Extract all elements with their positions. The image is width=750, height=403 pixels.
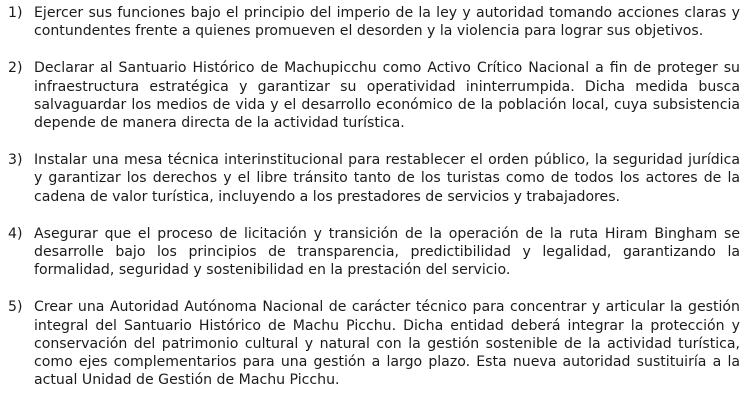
- item-number: 5): [8, 299, 23, 316]
- list-item: [8, 4, 740, 40]
- list-item: [8, 59, 740, 132]
- item-number: 3): [8, 152, 23, 169]
- item-number: 4): [8, 225, 23, 242]
- list-item: [8, 298, 740, 389]
- item-text: Instalar una mesa técnica interinstitucional para restablecer el orden público, la seguridad jurídica y garantizar los derechos y el libre tránsito tanto de los turistas como de todos los actores de la cadena de valor turística, incluyendo a los prestadores de servicios y trabajadores.: [34, 152, 740, 205]
- item-text: Asegurar que el proceso de licitación y transición de la operación de la ruta Hiram Bingham se desarrolle bajo los principios de transparencia, predictibilidad y legalidad, garantizando la formalidad, seguridad y sostenibilidad en la prestación del servicio.: [34, 225, 740, 279]
- item-text: Crear una Autoridad Autónoma Nacional de carácter técnico para concentrar y articular la gestión integral del Santuario Histórico de Machu Picchu. Dicha entidad deberá integrar la protección y conservación del patrimonio cultural y natural con la gestión sostenible de la actividad turística, como ejes complementarios para una gestión a largo plazo. Esta nueva autoridad sustituiría a la actual Unidad de Gestión de Machu Picchu.: [34, 299, 740, 389]
- list-item: [8, 151, 740, 206]
- item-text: Declarar al Santuario Histórico de Machupicchu como Activo Crítico Nacional a fin de proteger su infraestructura estratégica y garantizar su operatividad ininterrumpida. Dicha medida busca salvaguardar los medios de vida y el desarrollo económico de la población local, cuya subsistencia depende de manera directa de la actividad turística.: [34, 60, 740, 132]
- item-text: Ejercer sus funciones bajo el principio del imperio de la ley y autoridad tomando acciones claras y contundentes frente a quienes promueven el desorden y la violencia para lograr sus objetivos.: [34, 5, 740, 40]
- item-number: 1): [8, 5, 23, 21]
- list-item: [8, 225, 740, 280]
- item-number: 2): [8, 60, 23, 77]
